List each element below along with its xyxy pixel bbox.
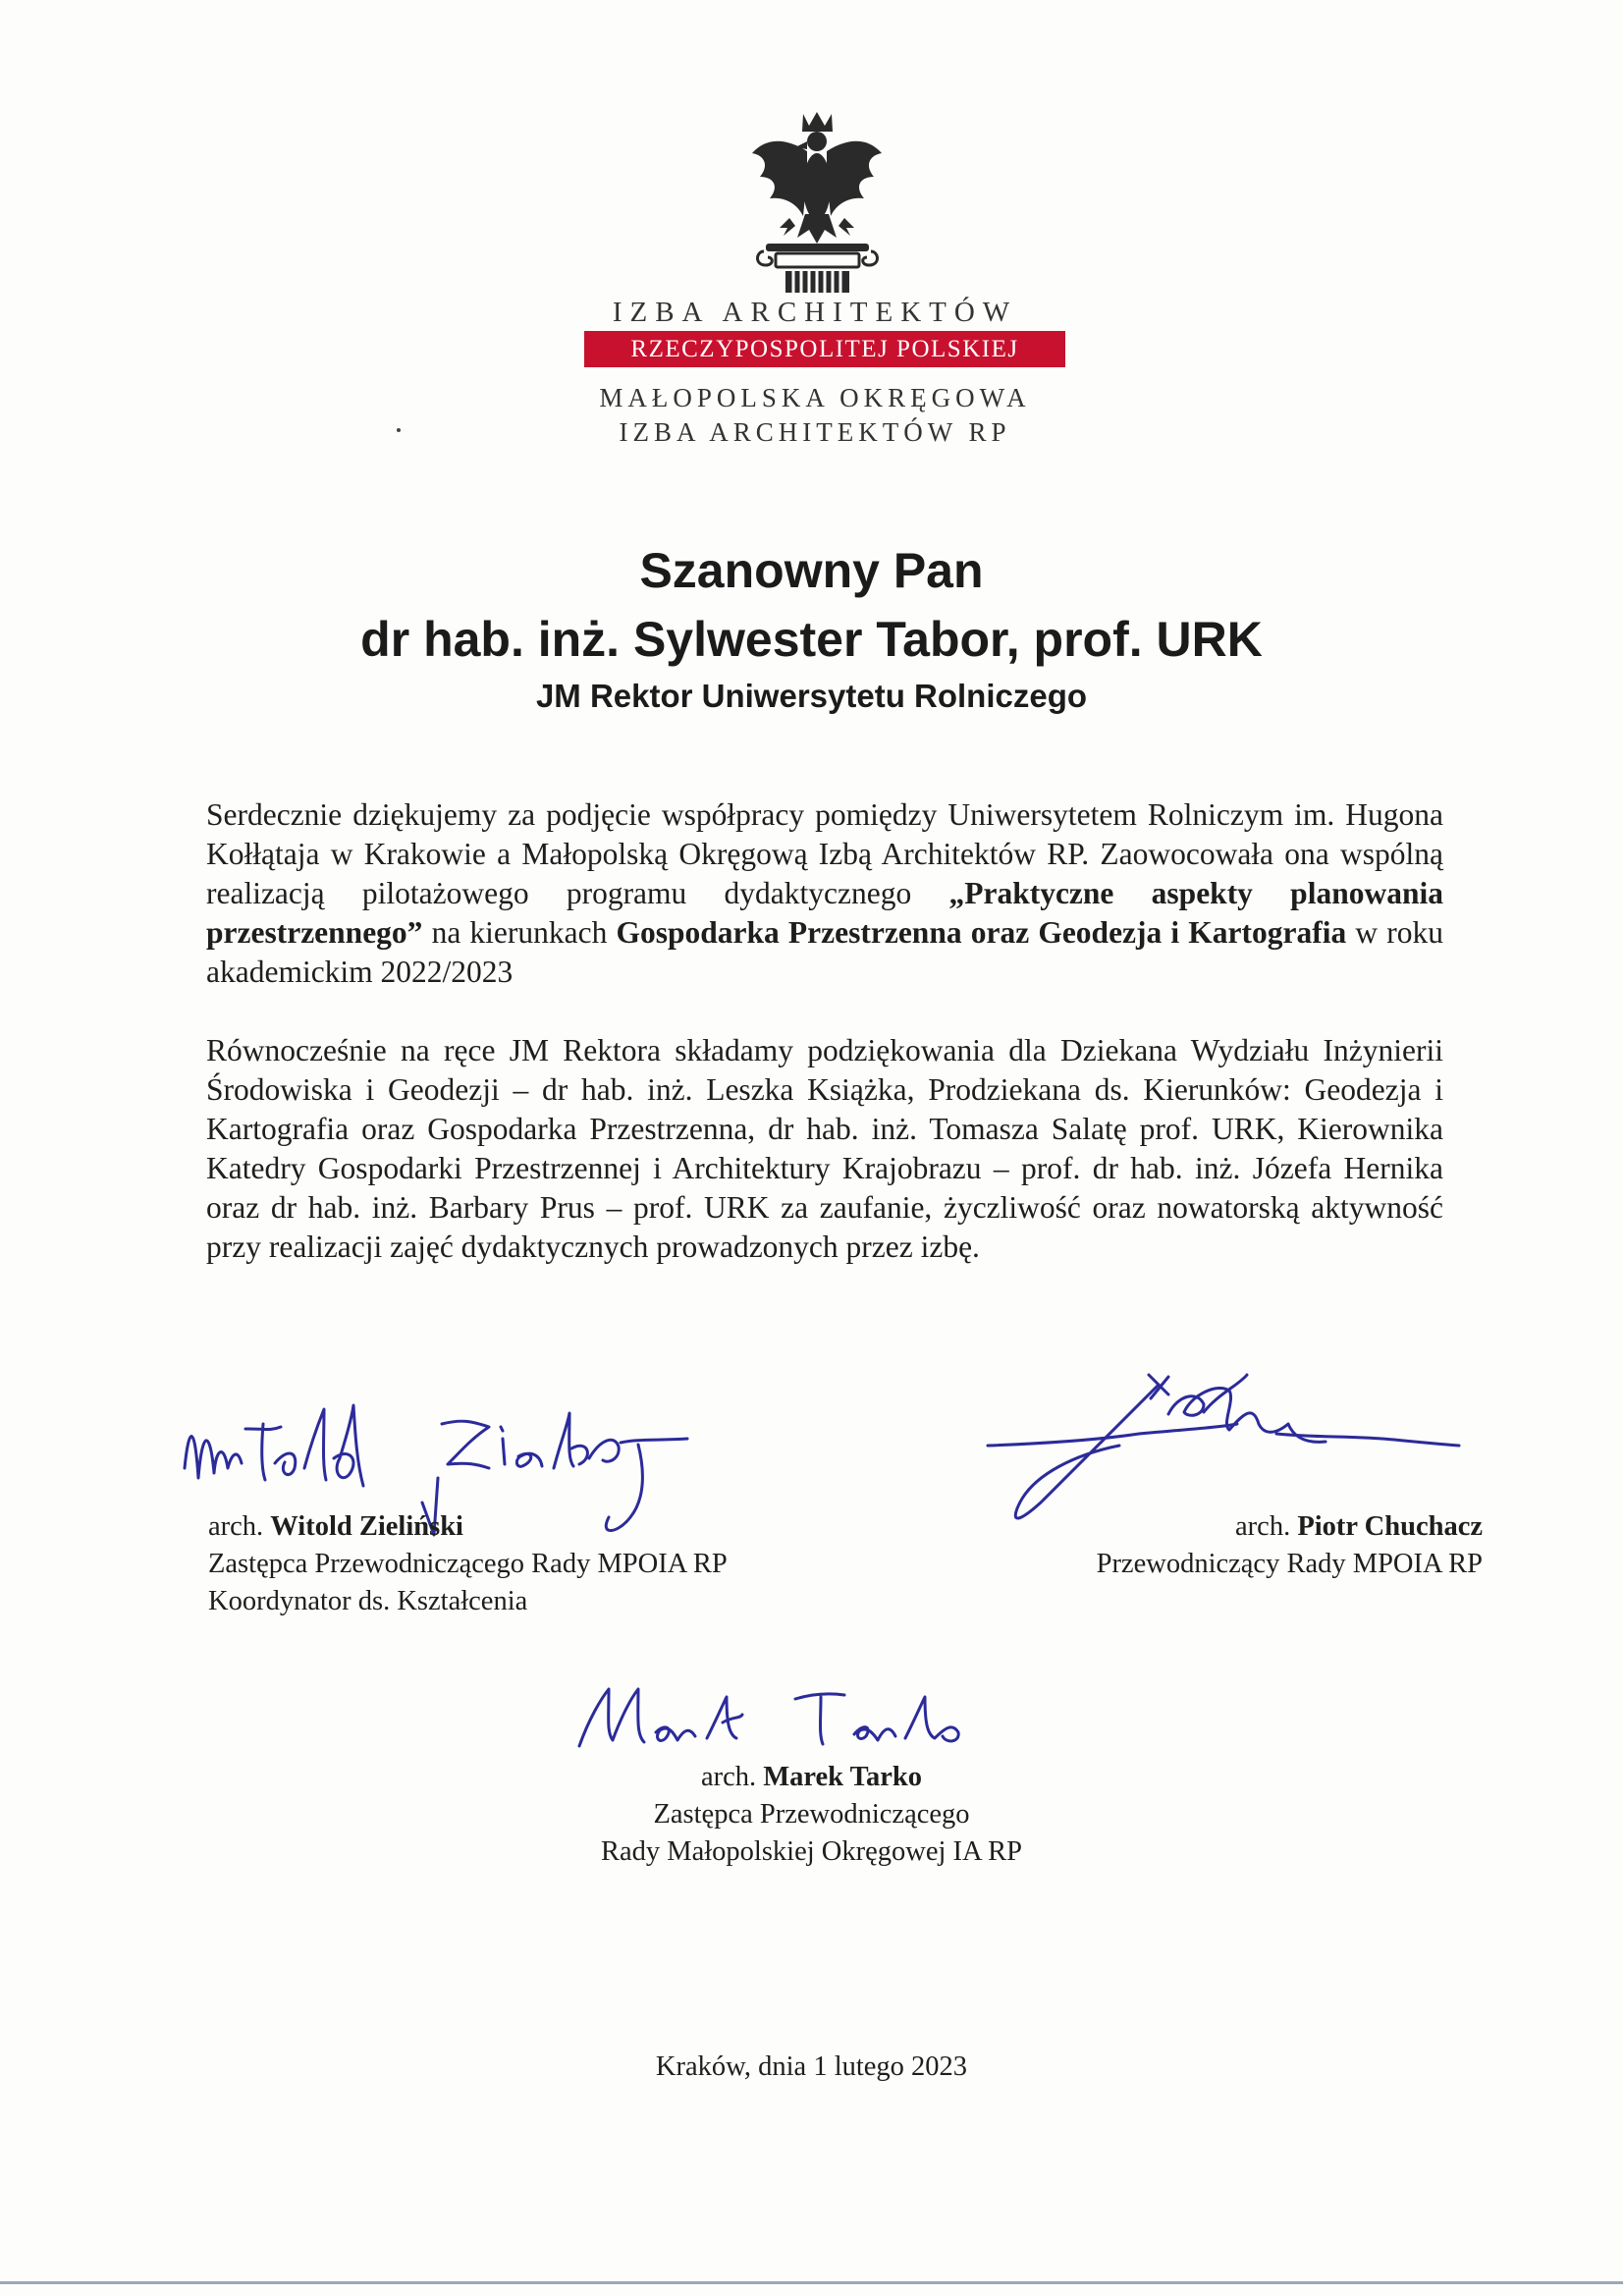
addressee-title: JM Rektor Uniwersytetu Rolniczego — [535, 678, 1088, 714]
signatory-bold-name-left: Witold Zieliński — [270, 1511, 463, 1542]
body-paragraph-1 — [206, 795, 1443, 992]
signatory-name-right — [972, 1508, 1483, 1546]
signatory-bold-name-right: Piotr Chuchacz — [1297, 1511, 1483, 1542]
signature-block-center — [0, 1759, 1623, 1871]
org-name-line3: MAŁOPOLSKA OKRĘGOWA — [599, 383, 1031, 412]
scan-edge-line — [0, 2281, 1623, 2284]
org-name-line4: IZBA ARCHITEKTÓW RP — [619, 417, 1011, 447]
body-paragraph-2: Równocześnie na ręce JM Rektora składamy podziękowania dla Dziekana Wydziału Inżynierii Środowiska i Geodezji – dr hab. inż. Leszka Książka, Prodziekana ds. Kierunków: Geodezja i Kartografia oraz Gospodarka Przestrzenna, dr hab. inż. Tomasza Salatę prof. URK, Kierownika Katedry Gospodarki Przestrzennej i Architektury Krajobrazu – prof. dr hab. inż. Józefa Hernika oraz dr hab. inż. Barbary Prus – prof. URK za zaufanie, życzliwość oraz nowatorską aktywność przy realizacji zajęć dydaktycznych prowadzonych przez izbę. — [206, 1033, 1443, 1264]
p1-fields-of-study: Gospodarka Przestrzenna oraz Geodezja i Kartografia — [616, 915, 1347, 950]
signature-block-right — [972, 1508, 1483, 1583]
signatory-name-left — [208, 1508, 895, 1546]
eagle-emblem-icon — [746, 108, 889, 297]
signatory-role1-center: Zastępca Przewodniczącego — [653, 1799, 970, 1830]
org-name-line1: IZBA ARCHITEKTÓW — [612, 297, 1018, 328]
signature-marek-tarko-icon — [550, 1660, 1001, 1768]
signatory-role1-right: Przewodniczący Rady MPOIA RP — [1096, 1549, 1483, 1579]
p1-text-3: w roku akademickim 2022/2023 — [206, 915, 1443, 989]
place-and-date: Kraków, dnia 1 lutego 2023 — [655, 2051, 968, 2082]
p1-text-1: Serdecznie dziękujemy za podjęcie współpracy pomiędzy Uniwersytetem Rolniczym im. Hugona Kołłątaja w Krakowie a Małopolską Okręgową Izbą Architektów RP. Zaowocowała ona wspólną realizacją pilotażowego programu dydaktycznego — [206, 797, 1443, 910]
signatory-prefix-center: arch. — [700, 1762, 764, 1792]
signature-block-left — [208, 1508, 895, 1620]
signatory-role2-left: Koordynator ds. Kształcenia — [208, 1586, 528, 1616]
signatory-prefix-left: arch. — [208, 1511, 271, 1542]
addressee-name: dr hab. inż. Sylwester Tabor, prof. URK — [360, 612, 1263, 667]
p1-text-2: na kierunkach — [422, 915, 617, 950]
signatory-role2-center: Rady Małopolskiej Okręgowej IA RP — [600, 1836, 1023, 1867]
signatory-bold-name-center: Marek Tarko — [763, 1762, 923, 1792]
signatory-role1-left: Zastępca Przewodniczącego Rady MPOIA RP — [208, 1549, 728, 1579]
signatory-name-center — [0, 1759, 1623, 1796]
org-name-band: RZECZYPOSPOLITEJ POLSKIEJ — [584, 331, 1065, 367]
signatory-prefix-right: arch. — [1235, 1511, 1298, 1542]
p1-program-title: „Praktyczne aspekty planowania przestrzennego” — [206, 876, 1443, 950]
stray-dot — [397, 428, 401, 432]
salutation: Szanowny Pan — [639, 543, 984, 598]
